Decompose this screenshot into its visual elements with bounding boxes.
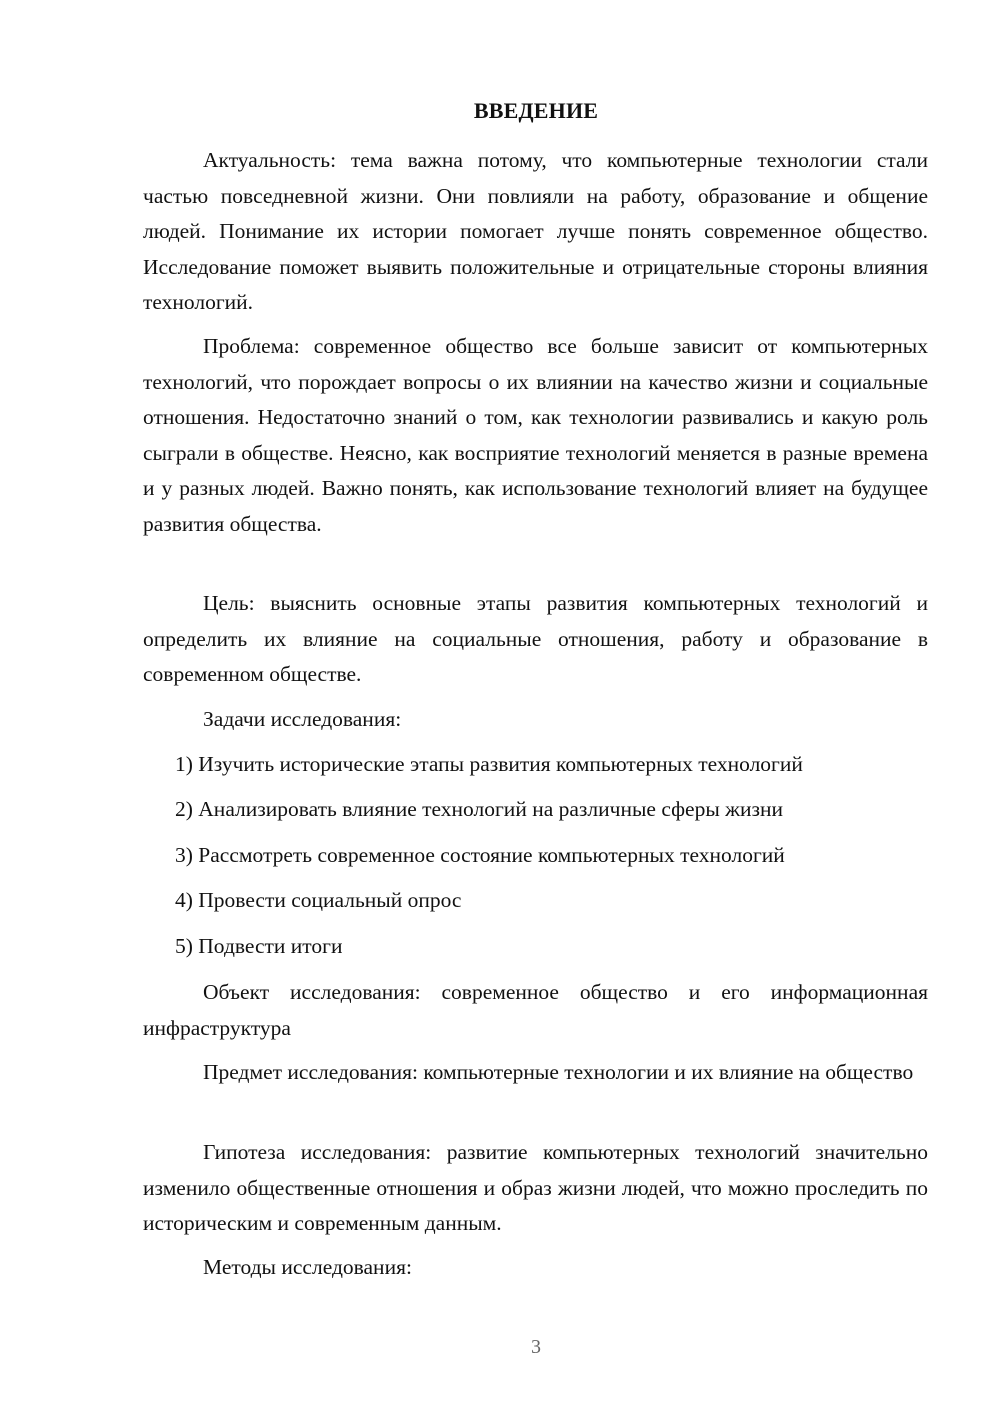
page-title: ВВЕДЕНИЕ [473, 98, 599, 123]
list-item: 3) Рассмотреть современное состояние компьютерных технологий [175, 843, 785, 867]
tasks-heading: Задачи исследования: [203, 707, 402, 731]
methods-heading: Методы исследования: [203, 1255, 412, 1279]
paragraph-problem: Проблема: современное общество все больше зависит от компьютерных технологий, что порождает вопросы о их влиянии на качество жизни и социальные отношения. Недостаточно знаний о том, как технологии развивались и какую роль сыграли в обществе. Неясно, как восприятие технологий меняется в разные времена и у разных людей. Важно понять, как использование технологий влияет на будущее развития общества. [143, 334, 928, 536]
paragraph-subject: Предмет исследования: компьютерные технологии и их влияние на общество [203, 1060, 914, 1084]
paragraph-goal: Цель: выяснить основные этапы развития компьютерных технологий и определить их влияние на социальные отношения, работу и образование в современном обществе. [143, 591, 928, 686]
list-item: 4) Провести социальный опрос [175, 888, 462, 912]
paragraph-relevance: Актуальность: тема важна потому, что компьютерные технологии стали частью повседневной жизни. Они повлияли на работу, образование и общение людей. Понимание их истории помогает лучше понять современное общество. Исследование поможет выявить положительные и отрицательные стороны влияния технологий. [143, 148, 928, 314]
list-item: 1) Изучить исторические этапы развития компьютерных технологий [175, 752, 803, 776]
paragraph-hypothesis: Гипотеза исследования: развитие компьютерных технологий значительно изменило общественные отношения и образ жизни людей, что можно проследить по историческим и современным данным. [143, 1140, 928, 1235]
page-number: 3 [531, 1336, 541, 1358]
list-item: 2) Анализировать влияние технологий на различные сферы жизни [175, 797, 784, 821]
paragraph-object: Объект исследования: современное общество и его информационная инфраструктура [143, 980, 928, 1040]
list-item: 5) Подвести итоги [175, 934, 343, 958]
